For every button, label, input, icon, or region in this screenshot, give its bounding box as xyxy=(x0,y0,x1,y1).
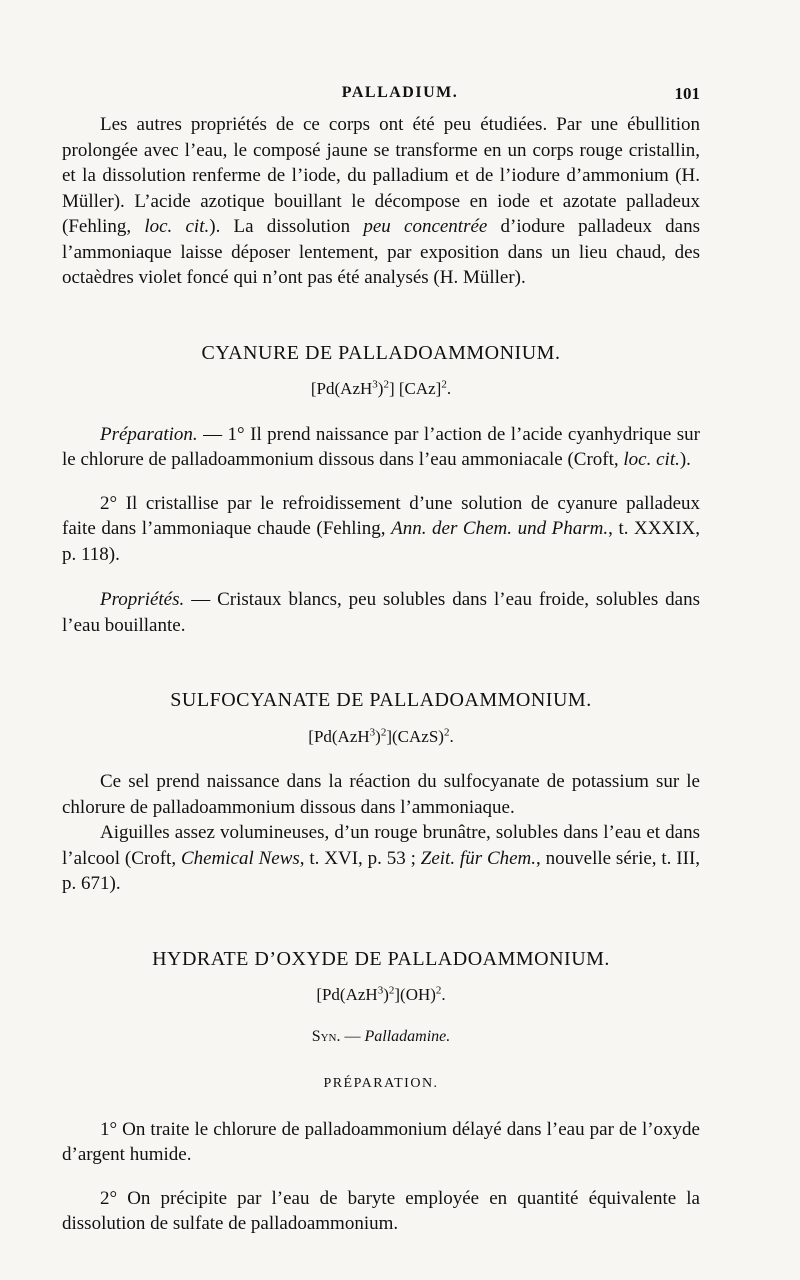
synonym-value: Palladamine. xyxy=(364,1027,451,1045)
synonym-label: Syn. xyxy=(311,1027,341,1045)
reference: Ann. der Chem. und Pharm. xyxy=(391,518,609,539)
page-body xyxy=(62,112,700,1237)
reference: loc. cit. xyxy=(623,449,680,470)
formula-sulfocyanate: $[Pd(AzH^3)^2](CAzS)^2$. xyxy=(308,725,454,746)
sulfocyanate-paragraph-1: Ce sel prend naissance dans la réaction du sulfocyanate de potassium sur le chlorure de palladoammonium dissous dans l’ammoniaque. xyxy=(62,771,700,818)
section-title-hydrate: HYDRATE D’OXYDE DE PALLADOAMMONIUM. xyxy=(152,947,610,970)
page-number: 101 xyxy=(674,84,700,103)
emphasis: peu concentrée xyxy=(363,216,488,237)
hydrate-preparation-1: 1° On traite le chlorure de palladoammonium délayé dans l’eau par de l’oxyde d’argent humide. xyxy=(62,1118,700,1165)
preparation-label: Préparation. xyxy=(100,423,198,445)
section-title-sulfocyanate: SULFOCYANATE DE PALLADOAMMONIUM. xyxy=(170,689,592,711)
section-title-cyanure: CYANURE DE PALLADOAMMONIUM. xyxy=(201,341,561,364)
reference: Chemical News xyxy=(180,847,300,869)
reference: Zeit. für Chem. xyxy=(420,847,537,869)
running-title: PALLADIUM. xyxy=(341,84,459,101)
reference: loc. cit. xyxy=(144,216,210,237)
running-header xyxy=(0,84,800,108)
cyanure-preparation-1: Préparation. — 1° Il prend naissance par l’action de l’acide cyanhydrique sur le chlorure de palladoammonium dissous dans l’eau ammoniacale (Croft, loc. cit.). xyxy=(62,423,700,470)
formula-hydrate: $[Pd(AzH^3)^2](OH)^2$. xyxy=(316,984,446,1004)
properties-label: Propriétés. xyxy=(100,589,185,610)
sulfocyanate-paragraph-2: Aiguilles assez volumineuses, d’un rouge brunâtre, solubles dans l’eau et dans l’alcool (Croft, Chemical News, t. XVI, p. 53 ; Zeit. für Chem., nouvelle série, t. III, p. 671). xyxy=(62,822,701,894)
intro-paragraph: Les autres propriétés de ce corps ont été peu étudiées. Par une ébullition prolongée avec l’eau, le composé jaune se transforme en un corps rouge cristallin, et la dissolution renferme de l’iode, du palladium et de l’iodure d’ammonium (H. Müller). L’acide azotique bouillant le décompose en iode et azotate palladeux (Fehling, loc. cit.). La dissolution peu concentrée d’iodure palladeux dans l’ammoniaque laisse déposer lentement, par exposition dans un lieu chaud, des octaèdres violet foncé qui n’ont pas été analysés (H. Müller). xyxy=(62,114,701,288)
cyanure-preparation-2: 2° Il cristallise par le refroidissement d’une solution de cyanure palladeux faite dans l’ammoniaque chaude (Fehling, Ann. der Chem. und Pharm., t. XXXIX, p. 118). xyxy=(62,492,701,565)
hydrate-preparation-2: 2° On précipite par l’eau de baryte employée en quantité équivalente la dissolution de sulfate de palladoammonium. xyxy=(62,1187,700,1234)
formula-cyanure: $[Pd(AzH^3)^2]$ [CAz]$^2$. xyxy=(310,378,452,398)
synonym-line: Syn. — Palladamine. xyxy=(311,1027,451,1045)
preparation-heading: PRÉPARATION. xyxy=(323,1076,439,1091)
cyanure-properties: Propriétés. — Cristaux blancs, peu solubles dans l’eau froide, solubles dans l’eau bouillante. xyxy=(62,589,700,636)
